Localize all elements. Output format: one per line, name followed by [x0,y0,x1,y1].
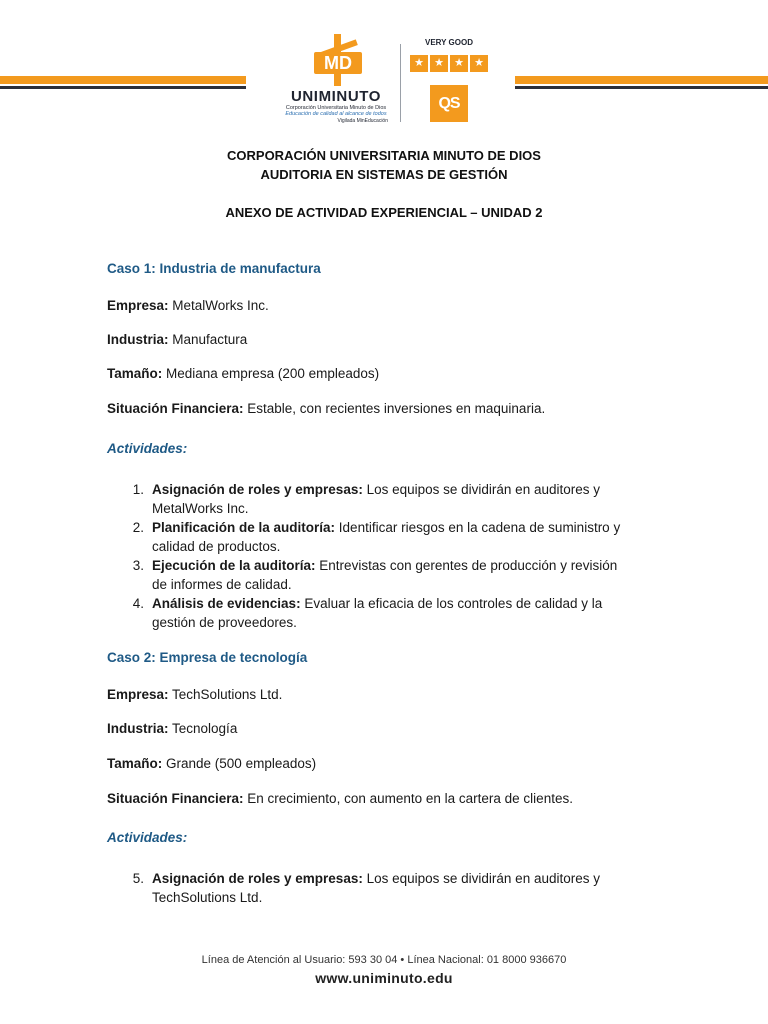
qs-rating-badge [410,36,490,124]
activity-text: Los equipos se dividirán en auditores y [362,871,600,886]
stars-row [410,55,488,72]
field-value: Estable, con recientes inversiones en maquinaria. [243,401,546,416]
star-icon: ★ [430,55,448,72]
org-tagline: Educación de calidad al alcance de todos [285,111,387,117]
field-value: Tecnología [168,721,238,736]
field-value: Mediana empresa (200 empleados) [162,366,380,381]
header-band-right [515,76,768,90]
footer-contact: Línea de Atención al Usuario: 593 30 04 • Línea Nacional: 01 8000 936670 [201,954,567,966]
case1-field-industria [107,332,247,347]
logo-divider [400,44,401,122]
field-label: Situación Financiera: [107,791,244,806]
activity-text-cont: TechSolutions Ltd. [152,890,263,905]
md-logo-text: MD [324,53,352,73]
case2-field-situacion [107,791,573,806]
star-icon: ★ [450,55,468,72]
field-label: Tamaño: [107,366,163,381]
list-number: 4. [132,596,144,611]
case1-field-tamano [107,366,379,381]
activity-text: Entrevistas con gerentes de producción y revisión [315,558,618,573]
star-icon: ★ [410,55,428,72]
activity-title: Ejecución de la auditoría: [152,558,316,573]
title-course: AUDITORIA EN SISTEMAS DE GESTIÓN [260,167,508,182]
case1-activities-label: Actividades: [107,441,188,456]
activity-title: Análisis de evidencias: [152,596,301,611]
activity-text-cont: gestión de proveedores. [152,615,297,630]
case2-field-empresa [107,687,282,702]
list-number: 5. [132,871,144,886]
field-label: Industria: [107,721,169,736]
activity-title: Planificación de la auditoría: [152,520,336,535]
case1-field-situacion [107,401,545,416]
qs-logo: QS [430,85,468,122]
field-value: Grande (500 empleados) [162,756,317,771]
list-number: 2. [132,520,144,535]
list-number: 1. [132,482,144,497]
field-value: MetalWorks Inc. [168,298,269,313]
field-label: Empresa: [107,298,169,313]
activity-text-cont: de informes de calidad. [152,577,292,592]
activity-title: Asignación de roles y empresas: [152,871,363,886]
activity-title: Asignación de roles y empresas: [152,482,363,497]
rating-label: VERY GOOD [424,38,473,47]
list-number: 3. [132,558,144,573]
star-icon: ★ [470,55,488,72]
footer-website-link[interactable]: www.uniminuto.edu [315,970,453,986]
field-label: Situación Financiera: [107,401,244,416]
activity-text: Los equipos se dividirán en auditores y [362,482,600,497]
case2-field-industria [107,721,237,736]
case2-heading: Caso 2: Empresa de tecnología [107,650,308,665]
case2-field-tamano [107,756,316,771]
org-subtitle: Corporación Universitaria Minuto de Dios [285,105,387,111]
title-annex: ANEXO DE ACTIVIDAD EXPERIENCIAL – UNIDAD 2 [225,205,543,220]
field-value: Manufactura [168,332,248,347]
title-institution: CORPORACIÓN UNIVERSITARIA MINUTO DE DIOS [227,148,541,163]
header-band-left [0,76,246,90]
org-vigilada: Vigilada MinEducación [337,118,388,124]
case1-heading: Caso 1: Industria de manufactura [107,261,321,276]
activity-text: Evaluar la eficacia de los controles de calidad y la [300,596,603,611]
field-label: Empresa: [107,687,169,702]
org-name: UNIMINUTO [290,88,382,105]
field-value: En crecimiento, con aumento en la cartera de clientes. [243,791,573,806]
case1-field-empresa [107,298,269,313]
case2-activities-label: Actividades: [107,830,188,845]
activity-text-cont: calidad de productos. [152,539,281,554]
field-value: TechSolutions Ltd. [168,687,283,702]
uniminuto-logo [276,34,396,126]
activity-text: Identificar riesgos en la cadena de suministro y [335,520,621,535]
md-cross-logo-icon [310,34,366,86]
field-label: Industria: [107,332,169,347]
field-label: Tamaño: [107,756,163,771]
activity-text-cont: MetalWorks Inc. [152,501,249,516]
